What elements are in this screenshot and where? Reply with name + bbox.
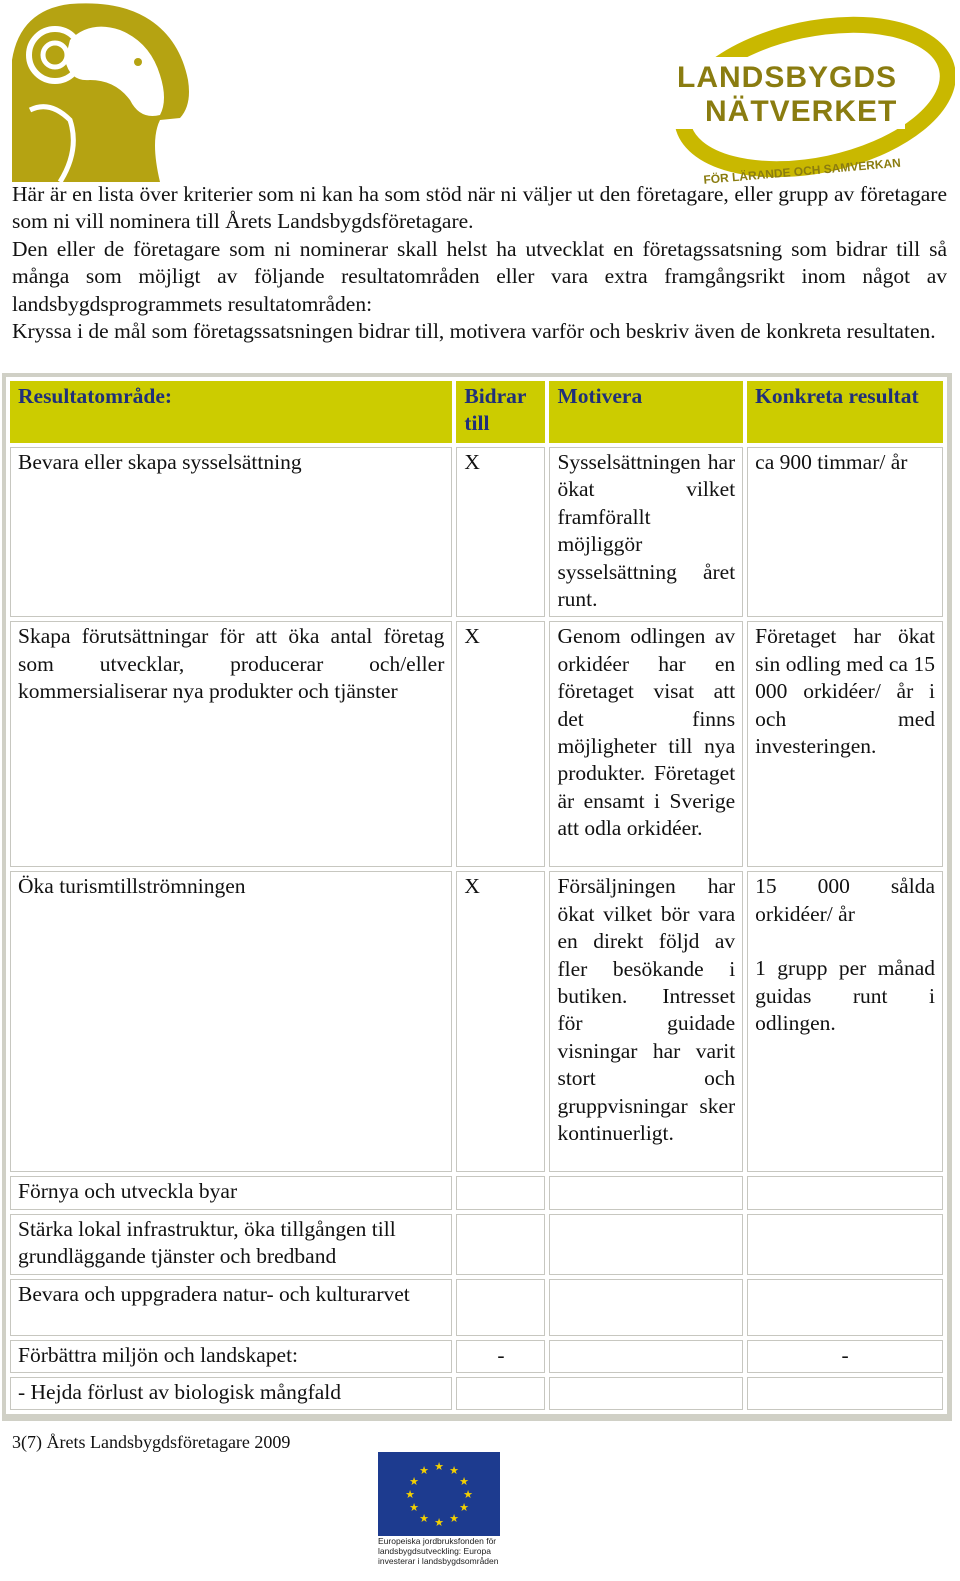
- cell-contrib[interactable]: [456, 1279, 545, 1336]
- cell-motivate[interactable]: [549, 1377, 743, 1410]
- svg-text:★: ★: [434, 1460, 444, 1473]
- table-row: [10, 447, 943, 617]
- header-result: Konkreta resultat: [747, 381, 943, 443]
- cell-result[interactable]: [747, 1214, 943, 1275]
- svg-text:★: ★: [405, 1488, 415, 1501]
- svg-text:★: ★: [419, 1464, 429, 1477]
- svg-text:★: ★: [449, 1512, 459, 1525]
- svg-text:★: ★: [459, 1475, 469, 1488]
- cell-motivate[interactable]: [549, 1176, 743, 1209]
- cell-contrib[interactable]: X: [456, 871, 545, 1172]
- intro-paragraph-1: Här är en lista över kriterier som ni kan ha som stöd när ni väljer ut den företagare, eller grupp av företagare som ni vill nominera till Årets Landsbygdsföretagare.: [12, 182, 947, 234]
- cell-area[interactable]: Öka turismtillströmningen: [10, 871, 452, 1172]
- cell-area[interactable]: Bevara eller skapa sysselsättning: [10, 447, 452, 617]
- cell-result[interactable]: ca 900 timmar/ år: [747, 447, 943, 617]
- page-header: [0, 0, 960, 185]
- svg-text:★: ★: [434, 1516, 444, 1529]
- table-row: [10, 621, 943, 867]
- header-area: Resultatområde:: [10, 381, 452, 443]
- eu-flag-icon: [378, 1452, 500, 1536]
- table-row: [10, 1214, 943, 1275]
- intro-paragraph-3: Kryssa i de mål som företagssatsningen bidrar till, motivera varför och beskriv även de konkreta resultaten.: [12, 319, 936, 344]
- cell-contrib[interactable]: X: [456, 621, 545, 867]
- svg-text:★: ★: [463, 1488, 473, 1501]
- cell-result[interactable]: Företaget har ökat sin odling med ca 15 000 orkidéer/ år i och med investeringen.: [747, 621, 943, 867]
- cell-motivate[interactable]: Försäljningen har ökat vilket bör vara en direkt följd av fler besökande i butiken. Intresset för guidade visningar har varit stort och gruppvisningar sker kontinuerligt.: [549, 871, 743, 1172]
- landsbygdsnatverket-logo: [665, 5, 955, 185]
- table-row: [10, 1340, 943, 1373]
- cell-area[interactable]: - Hejda förlust av biologisk mångfald: [10, 1377, 452, 1410]
- cell-contrib[interactable]: [456, 1176, 545, 1209]
- intro-text: [12, 181, 947, 345]
- cell-area[interactable]: Förnya och utveckla byar: [10, 1176, 452, 1209]
- cell-result[interactable]: -: [747, 1340, 943, 1373]
- cell-motivate[interactable]: [549, 1279, 743, 1336]
- criteria-table: [6, 377, 947, 1414]
- table-header-row: [10, 381, 943, 443]
- cell-result-line2: 1 grupp per månad guidas runt i odlingen.: [755, 956, 935, 1036]
- table-row: [10, 871, 943, 1172]
- eu-fund-caption: Europeiska jordbruksfonden för landsbygdsutveckling: Europa investerar i landsbygdsområden: [378, 1536, 499, 1566]
- cell-contrib[interactable]: [456, 1214, 545, 1275]
- cell-area[interactable]: Stärka lokal infrastruktur, öka tillgången till grundläggande tjänster och bredband: [10, 1214, 452, 1275]
- cell-motivate[interactable]: Sysselsättningen har ökat vilket framförallt möjliggör sysselsättning året runt.: [549, 447, 743, 617]
- cell-contrib[interactable]: [456, 1377, 545, 1410]
- logo-line2: NÄTVERKET: [705, 95, 898, 128]
- table-row: [10, 1377, 943, 1410]
- cell-result[interactable]: [747, 1279, 943, 1336]
- cell-area[interactable]: Skapa förutsättningar för att öka antal företag som utvecklar, producerar och/eller kommersialiserar nya produkter och tjänster: [10, 621, 452, 867]
- cell-motivate[interactable]: [549, 1214, 743, 1275]
- criteria-table-frame: [2, 373, 952, 1421]
- intro-paragraph-2: Den eller de företagare som ni nominerar skall helst ha utvecklat en företagssatsning som bidrar till så många som möjligt av följande resultatområden eller vara extra framgångsrikt inom något av landsbygdsprogrammets resultatområden:: [12, 236, 947, 316]
- page-footer: 3(7) Årets Landsbygdsföretagare 2009: [12, 1432, 291, 1452]
- logo-tagline: FÖR LÄRANDE OCH SAMVERKAN: [702, 155, 902, 185]
- ram-logo-icon: [10, 0, 190, 182]
- svg-text:★: ★: [409, 1501, 419, 1514]
- svg-text:★: ★: [449, 1464, 459, 1477]
- cell-contrib[interactable]: -: [456, 1340, 545, 1373]
- svg-text:★: ★: [409, 1475, 419, 1488]
- table-row: [10, 1176, 943, 1209]
- cell-result-line1: 15 000 sålda orkidéer/ år: [755, 874, 935, 926]
- cell-motivate[interactable]: [549, 1340, 743, 1373]
- logo-line1: LANDSBYGDS: [677, 61, 898, 94]
- cell-result[interactable]: [747, 1377, 943, 1410]
- cell-area[interactable]: Bevara och uppgradera natur- och kulturarvet: [10, 1279, 452, 1336]
- header-contrib: Bidrar till: [456, 381, 545, 443]
- svg-text:★: ★: [459, 1501, 469, 1514]
- svg-text:★: ★: [419, 1512, 429, 1525]
- cell-result[interactable]: [747, 1176, 943, 1209]
- cell-result[interactable]: [747, 871, 943, 1172]
- cell-motivate[interactable]: Genom odlingen av orkidéer har en företaget visat att det finns möjligheter till nya produkter. Företaget är ensamt i Sverige att odla orkidéer.: [549, 621, 743, 867]
- cell-area[interactable]: Förbättra miljön och landskapet:: [10, 1340, 452, 1373]
- logo-swoosh-icon: [665, 5, 955, 185]
- table-row: [10, 1279, 943, 1336]
- header-motivate: Motivera: [549, 381, 743, 443]
- cell-contrib[interactable]: X: [456, 447, 545, 617]
